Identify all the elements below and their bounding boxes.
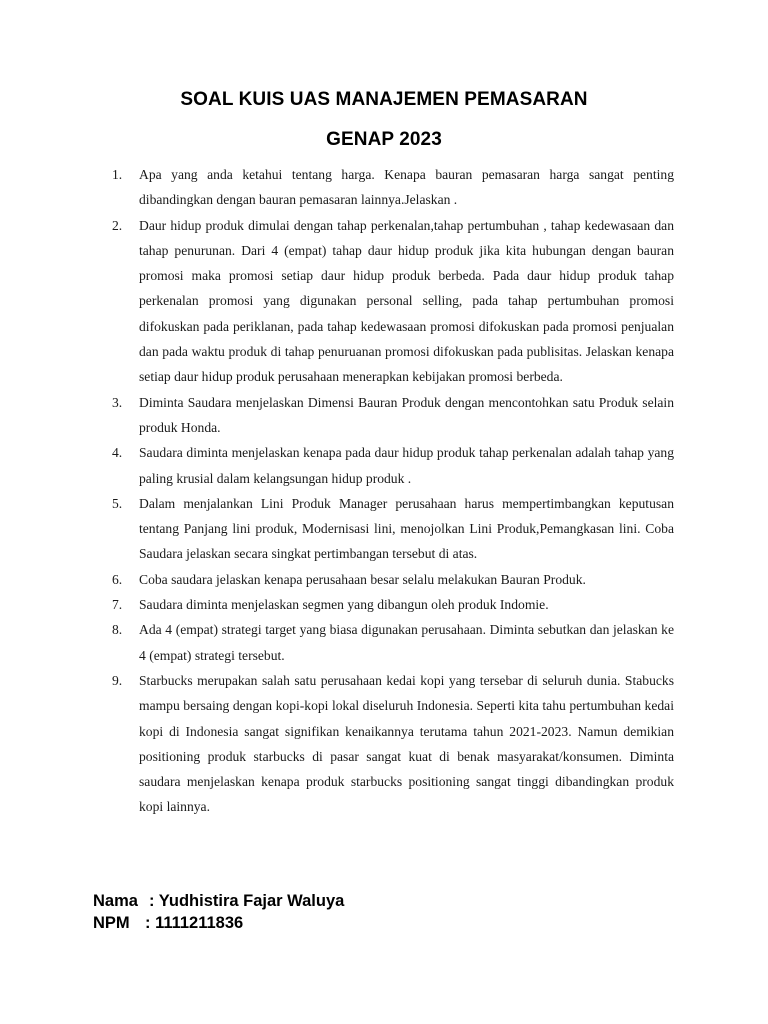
question-text: Daur hidup produk dimulai dengan tahap perkenalan,tahap pertumbuhan , tahap kedewasaan dan tahap penurunan. Dari 4 (empat) tahap daur hidup produk jika kita hubungan dengan bauran promosi maka promosi setiap daur hidup produk berbeda. Pada daur hidup produk tahap perkenalan promosi yang digunakan personal selling, pada tahap pertumbuhan promosi difokuskan pada periklanan, pada tahap kedewasaan promosi difokuskan pada promosi penjualan dan pada waktu produk di tahap penuruanan promosi difokuskan pada publisitas. Jelaskan kenapa setiap daur hidup produk perusahaan menerapkan kebijakan promosi berbeda. [139, 217, 674, 385]
question-text: Diminta Saudara menjelaskan Dimensi Bauran Produk dengan mencontohkan satu Produk selain produk Honda. [139, 394, 674, 435]
question-text: Ada 4 (empat) strategi target yang biasa digunakan perusahaan. Diminta sebutkan dan jelaskan ke 4 (empat) strategi tersebut. [139, 622, 674, 663]
npm-label: NPM [93, 914, 130, 932]
name-label: Nama [93, 892, 138, 910]
npm-row [93, 912, 344, 934]
question-number: 6. [112, 571, 123, 587]
npm-value: : 1111211836 [145, 914, 244, 932]
question-item [112, 592, 674, 617]
question-number: 3. [112, 394, 123, 410]
question-item [112, 491, 674, 567]
question-text: Apa yang anda ketahui tentang harga. Kenapa bauran pemasaran harga sangat penting dibandingkan dengan bauran pemasaran lainnya.Jelaskan . [139, 167, 674, 208]
question-number: 7. [112, 597, 123, 613]
question-text: Saudara diminta menjelaskan segmen yang dibangun oleh produk Indomie. [139, 597, 549, 613]
question-text: Starbucks merupakan salah satu perusahaan kedai kopi yang tersebar di seluruh dunia. Stabucks mampu bersaing dengan kopi-kopi lokal diseluruh Indonesia. Seperti kita tahu pertumbuhan kedai kopi di Indonesia sangat signifikan kenaikannya terutama tahun 2021-2023. Namun demikian positioning produk starbucks di pasar sangat kuat di benak masyarakat/konsumen. Diminta saudara menjelaskan kenapa produk starbucks positioning sangat tinggi dibandingkan produk kopi lainnya. [139, 672, 674, 815]
name-row [93, 890, 344, 912]
question-number: 1. [112, 167, 123, 182]
question-item [112, 162, 674, 213]
question-number: 5. [112, 495, 123, 511]
question-list [112, 162, 674, 820]
question-text: Dalam menjalankan Lini Produk Manager perusahaan harus mempertimbangkan keputusan tentang Panjang lini produk, Modernisasi lini, menojolkan Lini Produk,Pemangkasan lini. Coba Saudara jelaskan secara singkat pertimbangan tersebut di atas. [139, 495, 674, 562]
question-item [112, 617, 674, 668]
student-identity [93, 890, 344, 934]
question-number: 9. [112, 672, 123, 688]
name-value: : Yudhistira Fajar Waluya [149, 892, 345, 910]
question-item [112, 390, 674, 441]
question-item [112, 213, 674, 390]
question-number: 8. [112, 622, 123, 638]
question-number: 2. [112, 217, 123, 233]
question-text: Coba saudara jelaskan kenapa perusahaan besar selalu melakukan Bauran Produk. [139, 571, 586, 587]
question-item [112, 440, 674, 491]
question-number: 4. [112, 445, 123, 461]
question-item [112, 567, 674, 592]
document-subtitle: GENAP 2023 [326, 129, 442, 150]
document-title: SOAL KUIS UAS MANAJEMEN PEMASARAN [180, 89, 588, 110]
question-text: Saudara diminta menjelaskan kenapa pada daur hidup produk tahap perkenalan adalah tahap yang paling krusial dalam kelangsungan hidup produk . [139, 445, 674, 486]
question-item [112, 668, 674, 820]
